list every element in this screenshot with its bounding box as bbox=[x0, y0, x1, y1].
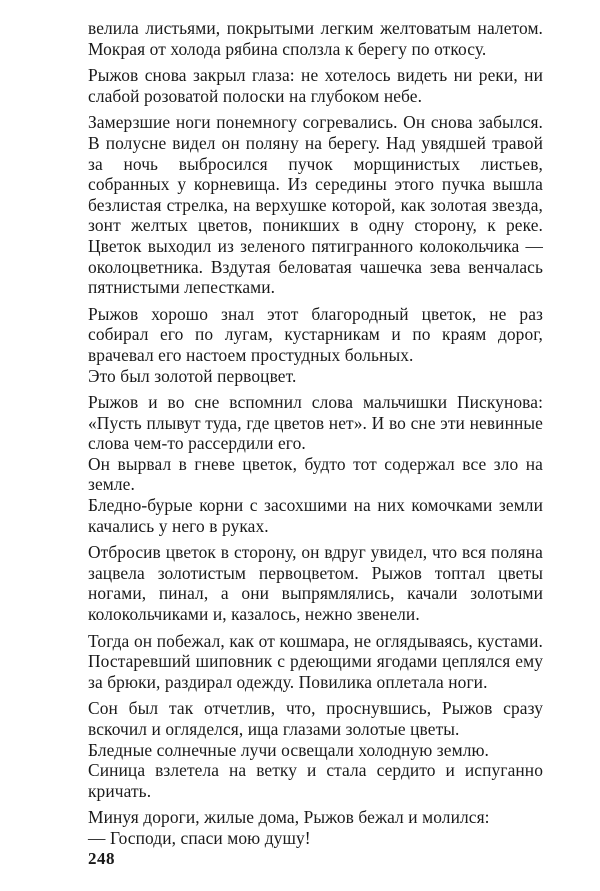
paragraph: Бледные солнечные лучи освещали холодную землю. bbox=[88, 739, 490, 760]
paragraph: Он вырвал в гневе цветок, будто тот содержал все зло на земле. bbox=[88, 453, 543, 495]
paragraph: Сон был так отчетлив, что, проснувшись, Рыжов сразу вскочил и огляделся, ища глазами золотые цветы. bbox=[88, 698, 543, 739]
paragraph: Замерзшие ноги понемногу согревались. Он снова забылся. В полусне видел он поляну на берегу. Над увядшей травой за ночь выбросился пучок морщинистых листьев, собранных у корневища. Из середины этого пучка вышла безлистая стрелка, на верхушке которой, как золотая звезда, зонт желтых цветов, поникших в одну сторону, к реке. Цветок выходил из зеленого пятигранного колокольчика — околоцветника. Вздутая беловатая чашечка зева венчалась пятнистыми лепестками. bbox=[88, 112, 543, 298]
paragraph: Рыжов хорошо знал этот благородный цветок, не раз собирал его по лугам, кустарникам и по краям дорог, врачевал его настоем простудных больных. bbox=[88, 303, 543, 365]
paragraph: Рыжов и во сне вспомнил слова мальчишки Пискунова: «Пусть плывут туда, где цветов нет». И во сне эти невинные слова чем-то рассердили его. bbox=[88, 392, 543, 454]
paragraph: Минуя дороги, жилые дома, Рыжов бежал и молился: bbox=[88, 807, 490, 828]
paragraph: Отбросив цветок в сторону, он вдруг увидел, что вся поляна зацвела золотистым первоцветом. Рыжов топтал цветы ногами, пинал, а они выпрямлялись, качали золотыми колокольчиками и, казалось, нежно звенели. bbox=[88, 542, 543, 625]
paragraph: Рыжов снова закрыл глаза: не хотелось видеть ни реки, ни слабой розоватой полоски на глубоком небе. bbox=[88, 65, 543, 106]
paragraph: Это был золотой первоцвет. bbox=[88, 365, 297, 386]
paragraph: Тогда он побежал, как от кошмара, не оглядываясь, кустами. Постаревший шиповник с рдеющими ягодами цеплялся ему за брюки, раздирал одежду. Повилика оплетала ноги. bbox=[88, 630, 543, 692]
paragraph: Синица взлетела на ветку и стала сердито и испуганно кричать. bbox=[88, 760, 543, 801]
paragraph: велила листьями, покрытыми легким желтоватым налетом. Мокрая от холода рябина сползла к берегу по откосу. bbox=[88, 18, 543, 59]
paragraph: Бледно-бурые корни с засохшими на них комочками земли качались у него в руках. bbox=[88, 495, 543, 536]
dialogue-line: — Господи, спаси мою душу! bbox=[88, 827, 311, 848]
page-number: 248 bbox=[88, 849, 115, 868]
page-body bbox=[88, 18, 543, 849]
